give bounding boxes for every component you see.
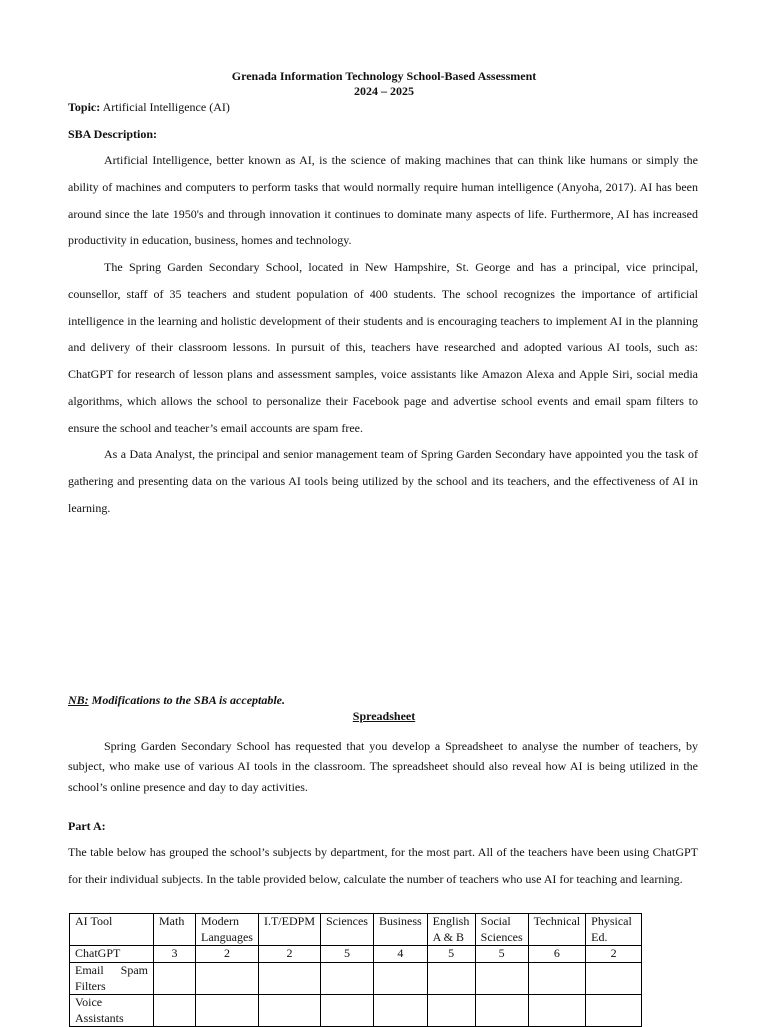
header-cell-modern-languages: Modern Languages bbox=[196, 914, 259, 946]
nb-text: Modifications to the SBA is acceptable. bbox=[91, 693, 286, 707]
spreadsheet-intro: Spring Garden Secondary School has requested that you develop a Spreadsheet to analyse the number of teachers, by subject, who make use of various AI tools in the classroom. The spreadsheet should also reveal how AI is being utilized in the school’s online presence and day to day activities. bbox=[68, 739, 698, 794]
table-cell bbox=[586, 995, 642, 1027]
table-header-row bbox=[70, 914, 642, 946]
table-cell bbox=[373, 963, 427, 995]
row-label-voice-assistants: Voice Assistants bbox=[70, 995, 154, 1027]
header-cell-social-sciences: Social Sciences bbox=[475, 914, 528, 946]
table-cell bbox=[320, 963, 373, 995]
document-year: 2024 – 2025 bbox=[354, 84, 414, 98]
table-cell bbox=[258, 995, 320, 1027]
header-cell-english: English A & B bbox=[427, 914, 475, 946]
header-cell-physical-ed: Physical Ed. bbox=[586, 914, 642, 946]
table-cell bbox=[427, 995, 475, 1027]
table-cell bbox=[258, 963, 320, 995]
table-cell bbox=[475, 995, 528, 1027]
header-cell-it-edpm: I.T/EDPM bbox=[258, 914, 320, 946]
table-cell bbox=[528, 995, 585, 1027]
topic-value: Artificial Intelligence (AI) bbox=[102, 100, 230, 114]
header-cell-math: Math bbox=[154, 914, 196, 946]
table-cell bbox=[373, 995, 427, 1027]
part-a-label: Part A: bbox=[68, 819, 106, 833]
table-cell bbox=[154, 995, 196, 1027]
table-cell: 2 bbox=[196, 946, 259, 963]
table-cell bbox=[427, 963, 475, 995]
document-title: Grenada Information Technology School-Based Assessment bbox=[231, 69, 537, 83]
table-cell: 5 bbox=[320, 946, 373, 963]
spreadsheet-heading: Spreadsheet bbox=[352, 709, 416, 723]
paragraph-ai-intro: Artificial Intelligence, better known as AI, is the science of making machines that can think like humans or simply the ability of machines and computers to perform tasks that would normally require human intelligence (Anyoha, 2017). AI has been around since the late 1950's and through innovation it continues to dominate many aspects of life. Furthermore, AI has increased productivity in education, business, homes and technology. bbox=[68, 153, 698, 248]
table-cell bbox=[475, 963, 528, 995]
part-a-text: The table below has grouped the school’s subjects by department, for the most part. All of the teachers have been using ChatGPT for their individual subjects. In the table provided below, calculate the number of teachers who use AI for teaching and learning. bbox=[68, 845, 698, 886]
nb-note bbox=[68, 693, 285, 708]
table-row bbox=[70, 946, 642, 963]
table-row bbox=[70, 963, 642, 995]
header-cell-business: Business bbox=[373, 914, 427, 946]
sba-description-label: SBA Description: bbox=[68, 127, 158, 141]
table-row bbox=[70, 995, 642, 1027]
table-cell: 3 bbox=[154, 946, 196, 963]
header-cell-sciences: Sciences bbox=[320, 914, 373, 946]
header-cell-ai-tool: AI Tool bbox=[70, 914, 154, 946]
table-cell: 2 bbox=[586, 946, 642, 963]
topic-line bbox=[68, 100, 230, 115]
topic-label: Topic: bbox=[68, 100, 101, 114]
header-cell-technical: Technical bbox=[528, 914, 585, 946]
table-cell bbox=[154, 963, 196, 995]
table-cell bbox=[320, 995, 373, 1027]
table-cell: 6 bbox=[528, 946, 585, 963]
ai-tools-table bbox=[69, 913, 642, 1027]
table-cell: 5 bbox=[475, 946, 528, 963]
paragraph-school-background: The Spring Garden Secondary School, located in New Hampshire, St. George and has a principal, vice principal, counsellor, staff of 35 teachers and student population of 400 students. The school recognizes the importance of artificial intelligence in the learning and holistic development of their students and is encouraging teachers to implement AI in the planning and delivery of their classroom lessons. In pursuit of this, teachers have researched and adopted various AI tools, such as: ChatGPT for research of lesson plans and assessment samples, voice assistants like Amazon Alexa and Apple Siri, social media algorithms, which allows the school to personalize their Facebook page and advertise school events and email spam filters to ensure the school and teacher’s email accounts are spam free. bbox=[68, 260, 698, 435]
table-cell bbox=[586, 963, 642, 995]
table-cell: 4 bbox=[373, 946, 427, 963]
table-cell bbox=[196, 963, 259, 995]
row-label-chatgpt: ChatGPT bbox=[70, 946, 154, 963]
paragraph-data-analyst-task: As a Data Analyst, the principal and senior management team of Spring Garden Secondary have appointed you the task of gathering and presenting data on the various AI tools being utilized by the school and its teachers, and the effectiveness of AI in learning. bbox=[68, 447, 698, 515]
row-label-email-spam-filters: Email Spam Filters bbox=[70, 963, 154, 995]
table-cell: 5 bbox=[427, 946, 475, 963]
table-cell: 2 bbox=[258, 946, 320, 963]
table-cell bbox=[196, 995, 259, 1027]
table-cell bbox=[528, 963, 585, 995]
nb-label: NB: bbox=[68, 693, 89, 707]
